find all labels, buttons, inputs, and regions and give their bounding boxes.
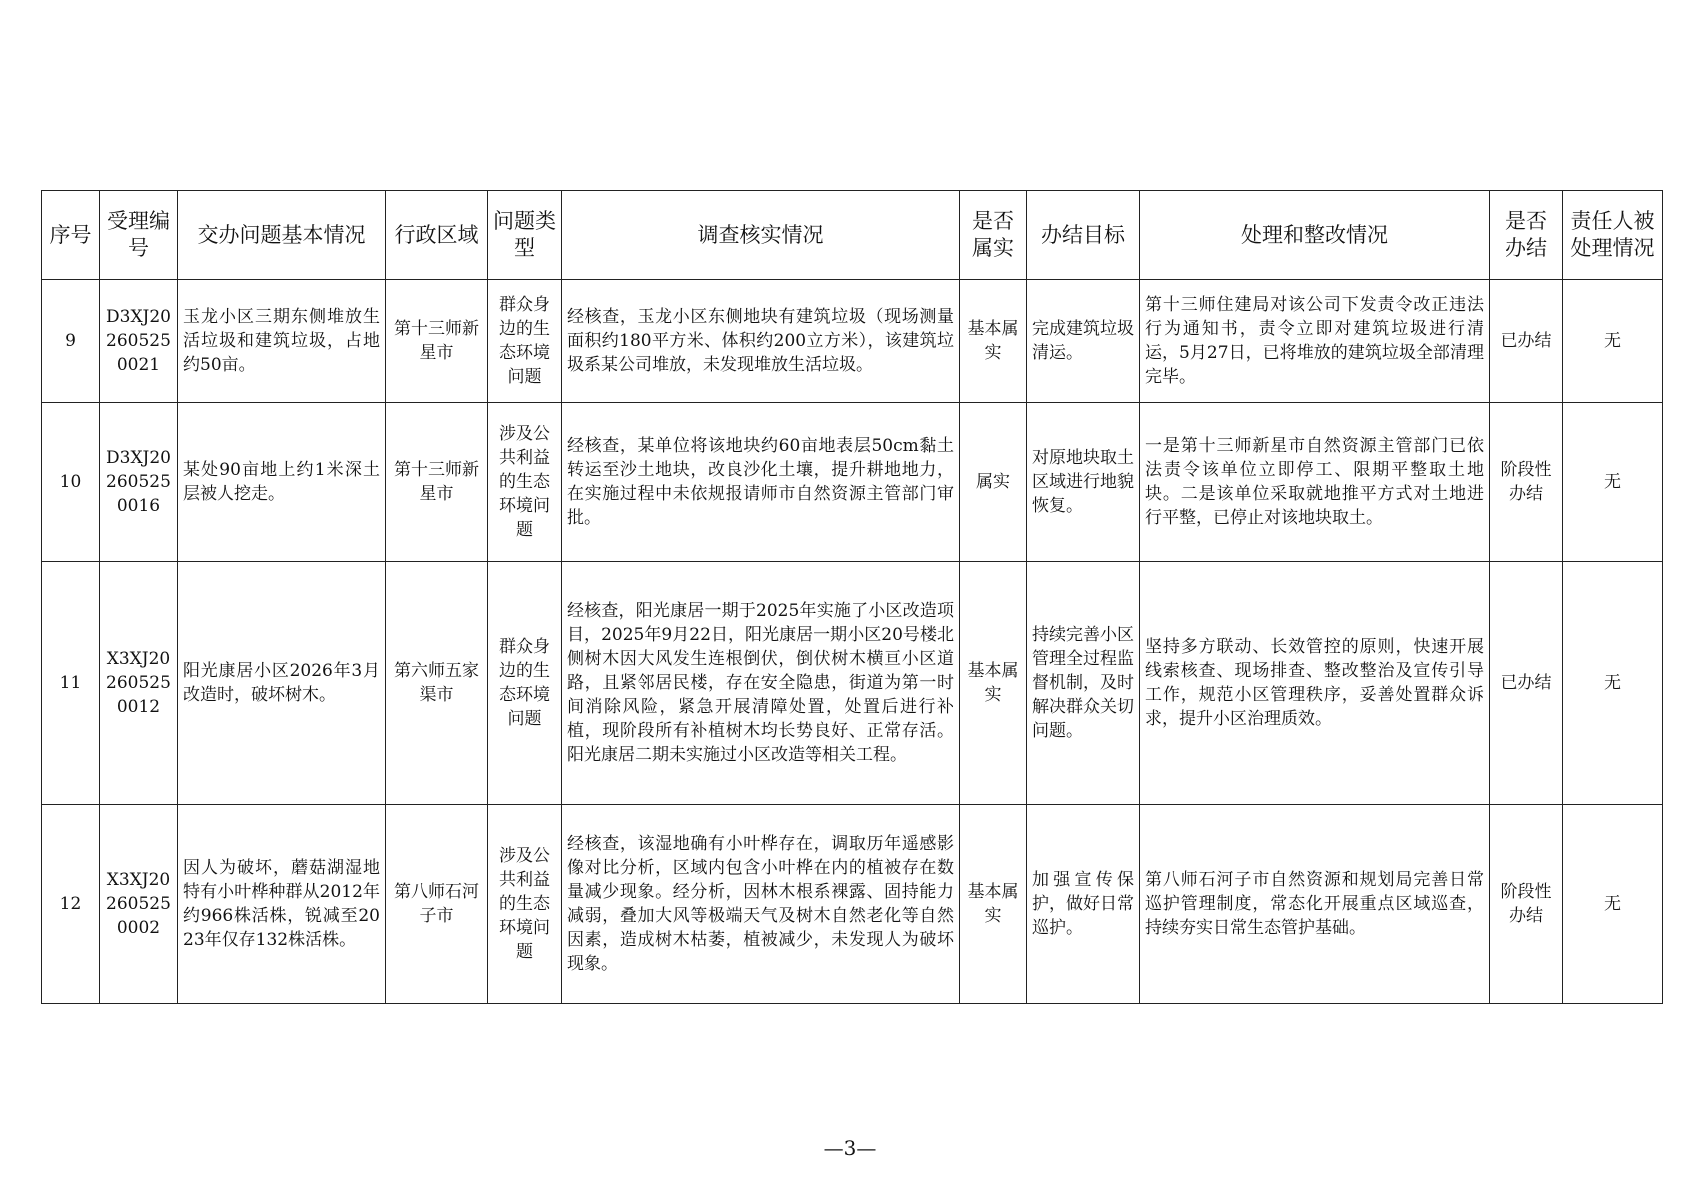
header-investigation: 调查核实情况 (562, 191, 960, 280)
row-region: 第八师石河子市 (386, 805, 488, 1004)
table-header-row (42, 191, 1663, 280)
row-investigation: 经核查，某单位将该地块约60亩地表层50cm黏土转运至沙土地块，改良沙化土壤，提升耕地地力，在实施过程中未依规报请师市自然资源主管部门审批。 (562, 403, 960, 562)
header-issue: 交办问题基本情况 (178, 191, 386, 280)
row-code: X3XJ202605250012 (100, 562, 178, 805)
row-closed: 已办结 (1490, 562, 1563, 805)
row-verified: 基本属实 (960, 280, 1027, 403)
row-investigation: 经核查，阳光康居一期于2025年实施了小区改造项目，2025年9月22日，阳光康居一期小区20号楼北侧树木因大风发生连根倒伏，倒伏树木横亘小区道路，且紧邻居民楼，存在安全隐患，街道为第一时间消除风险，紧急开展清障处置，处置后进行补植，现阶段所有补植树木均长势良好、正常存活。阳光康居二期未实施过小区改造等相关工程。 (562, 562, 960, 805)
table-row (42, 562, 1663, 805)
row-accountability: 无 (1563, 562, 1663, 805)
table-row (42, 403, 1663, 562)
row-no: 11 (42, 562, 100, 805)
row-closed: 阶段性办结 (1490, 403, 1563, 562)
header-handling: 处理和整改情况 (1140, 191, 1490, 280)
row-type: 涉及公共利益的生态环境问题 (488, 805, 562, 1004)
row-type: 群众身边的生态环境问题 (488, 280, 562, 403)
row-handling: 第十三师住建局对该公司下发责令改正违法行为通知书，责令立即对建筑垃圾进行清运，5月27日，已将堆放的建筑垃圾全部清理完毕。 (1140, 280, 1490, 403)
header-type: 问题类型 (488, 191, 562, 280)
row-no: 12 (42, 805, 100, 1004)
table-row (42, 280, 1663, 403)
row-accountability: 无 (1563, 805, 1663, 1004)
row-verified: 属实 (960, 403, 1027, 562)
header-goal: 办结目标 (1027, 191, 1140, 280)
row-handling: 第八师石河子市自然资源和规划局完善日常巡护管理制度，常态化开展重点区域巡查，持续夯实日常生态管护基础。 (1140, 805, 1490, 1004)
row-issue: 某处90亩地上约1米深土层被人挖走。 (178, 403, 386, 562)
row-issue: 玉龙小区三期东侧堆放生活垃圾和建筑垃圾，占地约50亩。 (178, 280, 386, 403)
row-region: 第十三师新星市 (386, 280, 488, 403)
header-no: 序号 (42, 191, 100, 280)
row-code: X3XJ202605250002 (100, 805, 178, 1004)
row-code: D3XJ202605250016 (100, 403, 178, 562)
row-accountability: 无 (1563, 280, 1663, 403)
row-verified: 基本属实 (960, 562, 1027, 805)
row-no: 9 (42, 280, 100, 403)
issue-table (41, 190, 1663, 1004)
header-code: 受理编号 (100, 191, 178, 280)
row-issue: 因人为破坏，蘑菇湖湿地特有小叶桦种群从2012年约966株活株，锐减至2023年仅存132株活株。 (178, 805, 386, 1004)
row-goal: 加强宣传保护，做好日常巡护。 (1027, 805, 1140, 1004)
row-goal: 完成建筑垃圾清运。 (1027, 280, 1140, 403)
row-investigation: 经核查，玉龙小区东侧地块有建筑垃圾（现场测量面积约180平方米、体积约200立方米），该建筑垃圾系某公司堆放，未发现堆放生活垃圾。 (562, 280, 960, 403)
header-accountability: 责任人被处理情况 (1563, 191, 1663, 280)
row-accountability: 无 (1563, 403, 1663, 562)
row-type: 涉及公共利益的生态环境问题 (488, 403, 562, 562)
header-verified: 是否属实 (960, 191, 1027, 280)
row-region: 第十三师新星市 (386, 403, 488, 562)
row-handling: 一是第十三师新星市自然资源主管部门已依法责令该单位立即停工、限期平整取土地块。二是该单位采取就地推平方式对土地进行平整，已停止对该地块取土。 (1140, 403, 1490, 562)
header-region: 行政区域 (386, 191, 488, 280)
row-investigation: 经核查，该湿地确有小叶桦存在，调取历年遥感影像对比分析，区域内包含小叶桦在内的植被存在数量减少现象。经分析，因林木根系裸露、固持能力减弱，叠加大风等极端天气及树木自然老化等自然因素，造成树木枯萎，植被减少，未发现人为破坏现象。 (562, 805, 960, 1004)
row-code: D3XJ202605250021 (100, 280, 178, 403)
row-handling: 坚持多方联动、长效管控的原则，快速开展线索核查、现场排查、整改整治及宣传引导工作，规范小区管理秩序，妥善处置群众诉求，提升小区治理质效。 (1140, 562, 1490, 805)
row-no: 10 (42, 403, 100, 562)
row-issue: 阳光康居小区2026年3月改造时，破坏树木。 (178, 562, 386, 805)
page-number: —3— (823, 1136, 877, 1160)
table-row (42, 805, 1663, 1004)
header-closed: 是否办结 (1490, 191, 1563, 280)
row-goal: 持续完善小区管理全过程监督机制，及时解决群众关切问题。 (1027, 562, 1140, 805)
row-goal: 对原地块取土区域进行地貌恢复。 (1027, 403, 1140, 562)
row-region: 第六师五家渠市 (386, 562, 488, 805)
row-type: 群众身边的生态环境问题 (488, 562, 562, 805)
row-closed: 阶段性办结 (1490, 805, 1563, 1004)
row-verified: 基本属实 (960, 805, 1027, 1004)
row-closed: 已办结 (1490, 280, 1563, 403)
